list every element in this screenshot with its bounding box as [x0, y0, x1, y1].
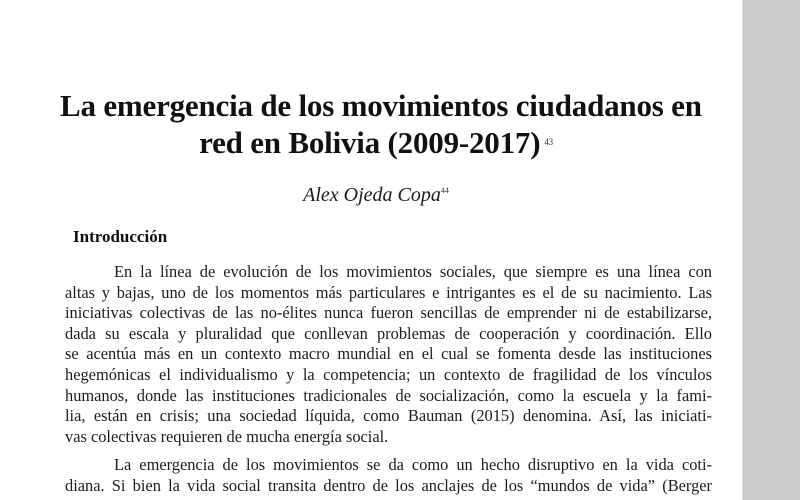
document-title	[60, 88, 702, 161]
text-line: dada su escala y pluralidad que conllevan problemas de cooperación y coordinación. Ello	[65, 323, 712, 343]
title-line-2-text: red en Bolivia (2009-2017)	[199, 125, 541, 160]
text-line: se acentúa más en un contexto macro mundial en el cual se fomenta desde las instituciones	[65, 344, 712, 364]
text-line: iniciativas colectivas de las no-élites nunca fueron sencillas de emprender ni de estabilizarse,	[65, 303, 712, 323]
paragraph-1	[65, 262, 712, 447]
title-line-2	[60, 124, 692, 161]
viewer-side-panel	[742, 0, 800, 500]
text-line: En la línea de evolución de los movimientos sociales, que siempre es una línea con	[114, 262, 712, 281]
title-footnote-ref[interactable]: 43	[544, 137, 553, 147]
text-line: hegemónicas el individualismo y la competencia; un contexto de fragilidad de los vínculos	[65, 364, 712, 384]
text-line: lia, están en crisis; una sociedad líquida, como Bauman (2015) denomina. Así, las iniciati-	[65, 406, 712, 426]
text-line: La emergencia de los movimientos se da como un hecho disruptivo en la vida coti-	[114, 455, 712, 475]
author-footnote-ref[interactable]: 44	[440, 186, 449, 195]
text-line: vas colectivas requieren de mucha energía social.	[65, 426, 389, 446]
text-line: altas y bajas, uno de los momentos más particulares e intrigantes es el de su nacimiento. Las	[65, 282, 712, 302]
text-line: diana. Si bien la vida social transita dentro de los anclajes de los “mundos de vida” (Berger	[65, 475, 712, 495]
author-line	[60, 179, 692, 207]
body-text	[65, 262, 712, 500]
title-line-1: La emergencia de los movimientos ciudadanos en	[60, 88, 702, 123]
paragraph-2	[65, 455, 712, 496]
text-line: humanos, donde las instituciones tradicionales de socialización, como la escuela y la fami-	[65, 385, 712, 405]
section-heading: Introducción	[73, 227, 168, 246]
author-name: Alex Ojeda Copa	[303, 184, 441, 206]
